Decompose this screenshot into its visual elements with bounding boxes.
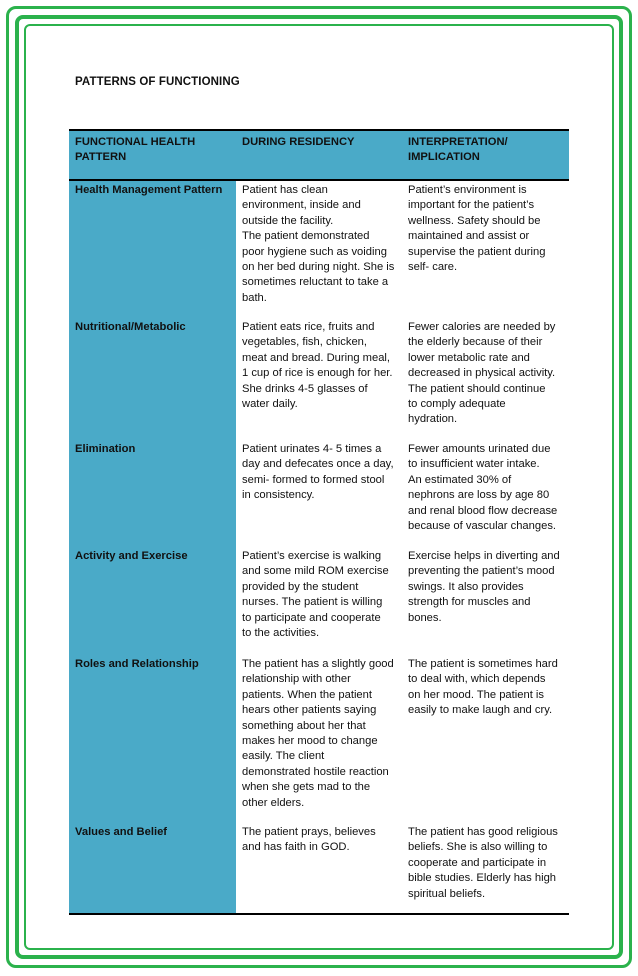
row-residency: Patient’s exercise is walking and some mild ROM exercise provided by the student nurses. The patient is willing to participate and cooperate to the activities.: [242, 550, 389, 640]
row-residency: Patient has clean environment, inside and outside the facility. The patient demonstrated poor hygiene such as voiding on her bed during night. She is sometimes reluctant to take a bath.: [242, 184, 395, 304]
header-pattern: FUNCTIONAL HEALTH PATTERN: [75, 136, 196, 164]
row-pattern: Roles and Relationship: [75, 658, 199, 670]
row-pattern: Nutritional/Metabolic: [75, 321, 186, 333]
row-pattern: Health Management Pattern: [75, 184, 223, 196]
header-residency: DURING RESIDENCY: [242, 136, 355, 148]
row-interpretation: The patient is sometimes hard to deal with, which depends on her mood. The patient is easily to make laugh and cry.: [408, 658, 558, 717]
row-pattern: Elimination: [75, 443, 136, 455]
functioning-table: [69, 129, 569, 915]
row-residency: The patient prays, believes and has faith in GOD.: [242, 826, 376, 854]
row-interpretation: Fewer calories are needed by the elderly because of their lower metabolic rate and decreased in physical activity. The patient should continue to comply adequate hydration.: [408, 321, 556, 426]
document-title: PATTERNS OF FUNCTIONING: [75, 76, 240, 88]
row-interpretation: The patient has good religious beliefs. She is also willing to cooperate and participate in bible studies. Elderly has high spiritual beliefs.: [408, 826, 558, 900]
row-residency: The patient has a slightly good relationship with other patients. When the patient hears other patients saying something about her that makes her mood to change easily. The client demonstrated hostile reaction when she gets mad to the other elders.: [242, 658, 394, 809]
row-pattern: Activity and Exercise: [75, 550, 188, 562]
row-pattern: Values and Belief: [75, 826, 168, 838]
row-residency: Patient eats rice, fruits and vegetables, fish, chicken, meat and bread. During meal, 1 cup of rice is enough for her. She drinks 4-5 glasses of water daily.: [242, 321, 393, 411]
row-interpretation: Exercise helps in diverting and preventing the patient’s mood swings. It also provides strength for muscles and bones.: [408, 550, 560, 624]
row-residency: Patient urinates 4- 5 times a day and defecates once a day, semi- formed to formed stool in consistency.: [242, 443, 394, 502]
header-interpretation: INTERPRETATION/ IMPLICATION: [408, 136, 508, 164]
row-interpretation: Fewer amounts urinated due to insufficient water intake. An estimated 30% of nephrons are loss by age 80 and renal blood flow decrease because of vascular changes.: [408, 443, 558, 533]
row-interpretation: Patient’s environment is important for the patient’s wellness. Safety should be maintained and assist or supervise the patient during self- care.: [408, 184, 546, 274]
pattern-column-background: [69, 131, 236, 913]
